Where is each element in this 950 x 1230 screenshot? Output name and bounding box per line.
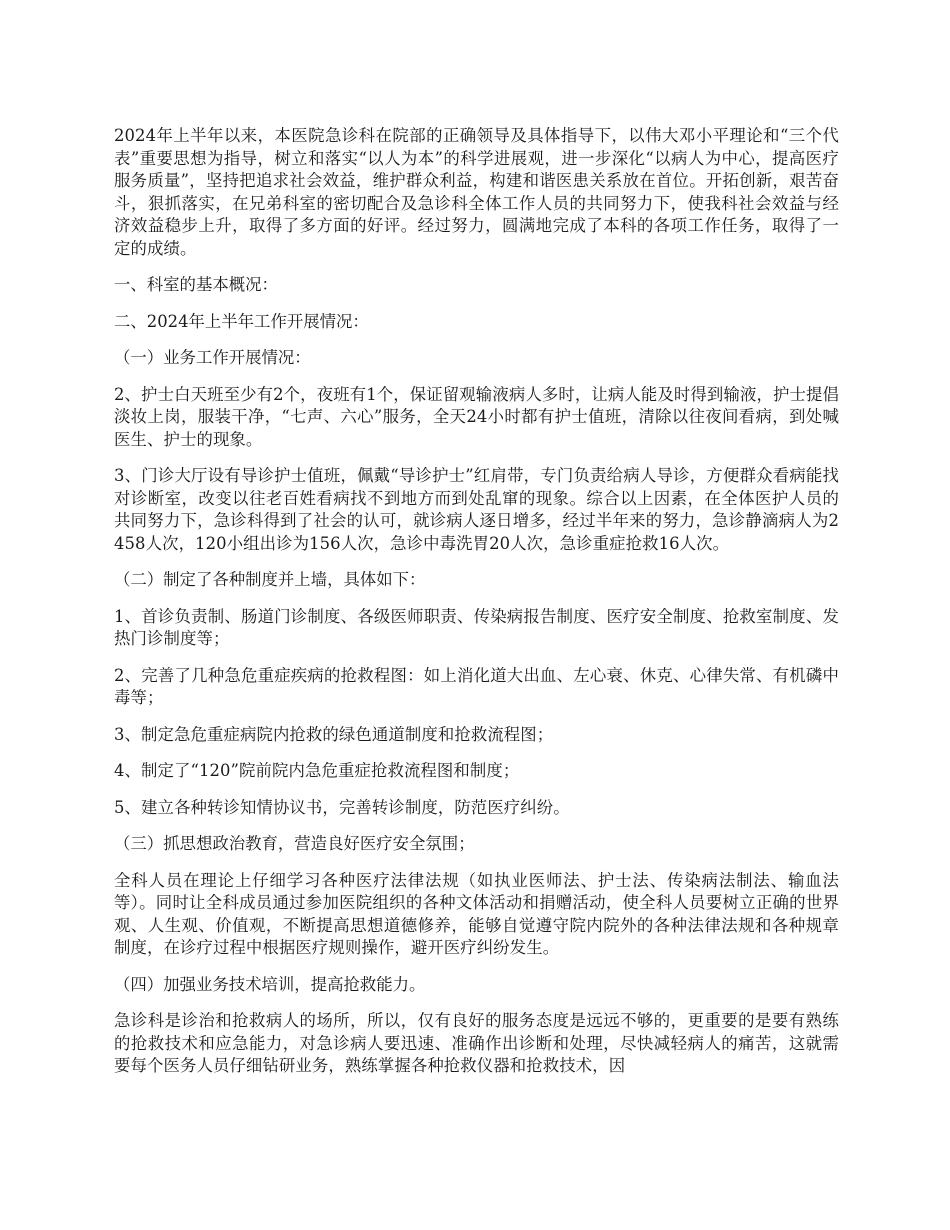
paragraph-training: 急诊科是诊治和抢救病人的场所，所以，仅有良好的服务态度是远远不够的，更重要的是要有熟练的抢救技术和应急能力，对急诊病人要迅速、准确作出诊断和处理，尽快减轻病人的痛苦，这就需要每个医务人员仔细钻研业务，熟练掌握各种抢救仪器和抢救技术，因 bbox=[114, 1011, 839, 1075]
list-item-system-1: 1、首诊负责制、肠道门诊制度、各级医师职责、传染病报告制度、医疗安全制度、抢救室制度、发热门诊制度等； bbox=[114, 606, 839, 648]
section-heading-work: 二、2024年上半年工作开展情况： bbox=[114, 311, 369, 331]
list-item-system-4: 4、制定了“120”院前院内急危重症抢救流程图和制度； bbox=[114, 761, 520, 780]
intro-paragraph: 2024年上半年以来，本医院急诊科在院部的正确领导及具体指导下，以伟大邓小平理论和“三个代表”重要思想为指导，树立和落实“以人为本”的科学进展观，进一步深化“以病人为中心，提高医疗服务质量”，坚持把追求社会效益，维护群众利益，构建和谐医患关系放在首位。开拓创新，艰苦奋斗，狠抓落实，在兄弟科室的密切配合及急诊科全体工作人员的共同努力下，使我科社会效益与经济效益稳步上升，取得了多方面的好评。经过努力，圆满地完成了本科的各项工作任务，取得了一定的成绩。 bbox=[114, 126, 839, 258]
paragraph-education: 全科人员在理论上仔细学习各种医疗法律法规（如执业医师法、护士法、传染病法制法、输血法等）。同时让全科成员通过参加医院组织的各种文体活动和捐赠活动，使全科人员要树立正确的世界观、人生观、价值观，不断提高思想道德修养，能够自觉遵守院内院外的各种法律法规和各种规章制度，在诊疗过程中根据医疗规则操作，避开医疗纠纷发生。 bbox=[114, 870, 839, 957]
subsection-heading-systems: （二）制定了各种制度并上墙，具体如下： bbox=[114, 570, 426, 589]
subsection-heading-business: （一）业务工作开展情况： bbox=[114, 348, 311, 367]
section-heading-overview: 一、科室的基本概况： bbox=[114, 275, 278, 294]
paragraph-nurse-shifts: 2、护士白天班至少有2个，夜班有1个，保证留观输液病人多时，让病人能及时得到输液，护士提倡淡妆上岗，服装干净，“七声、六心”服务，全天24小时都有护士值班，清除以往夜间看病，到处喊医生、护士的现象。 bbox=[114, 384, 839, 449]
subsection-heading-education: （三）抓思想政治教育，营造良好医疗安全氛围； bbox=[114, 834, 475, 853]
list-item-system-2: 2、完善了几种急危重症疾病的抢救程图：如上消化道大出血、左心衰、休克、心律失常、有机磷中毒等； bbox=[114, 665, 839, 707]
paragraph-guide-nurse: 3、门诊大厅设有导诊护士值班，佩戴“导诊护士”红肩带，专门负责给病人导诊，方便群众看病能找对诊断室，改变以往老百姓看病找不到地方而到处乱窜的现象。综合以上因素，在全体医护人员的共同努力下，急诊科得到了社会的认可，就诊病人逐日增多，经过半年来的努力，急诊静滴病人为2458人次，120小组出诊为156人次，急诊中毒洗胃20人次，急诊重症抢救16人次。 bbox=[114, 466, 839, 553]
list-item-system-3: 3、制定急危重症病院内抢救的绿色通道制度和抢救流程图； bbox=[114, 724, 554, 744]
subsection-heading-training: （四）加强业务技术培训，提高抢救能力。 bbox=[114, 974, 426, 994]
list-item-system-5: 5、建立各种转诊知情协议书，完善转诊制度，防范医疗纠纷。 bbox=[114, 797, 570, 817]
document-page bbox=[114, 125, 839, 1092]
